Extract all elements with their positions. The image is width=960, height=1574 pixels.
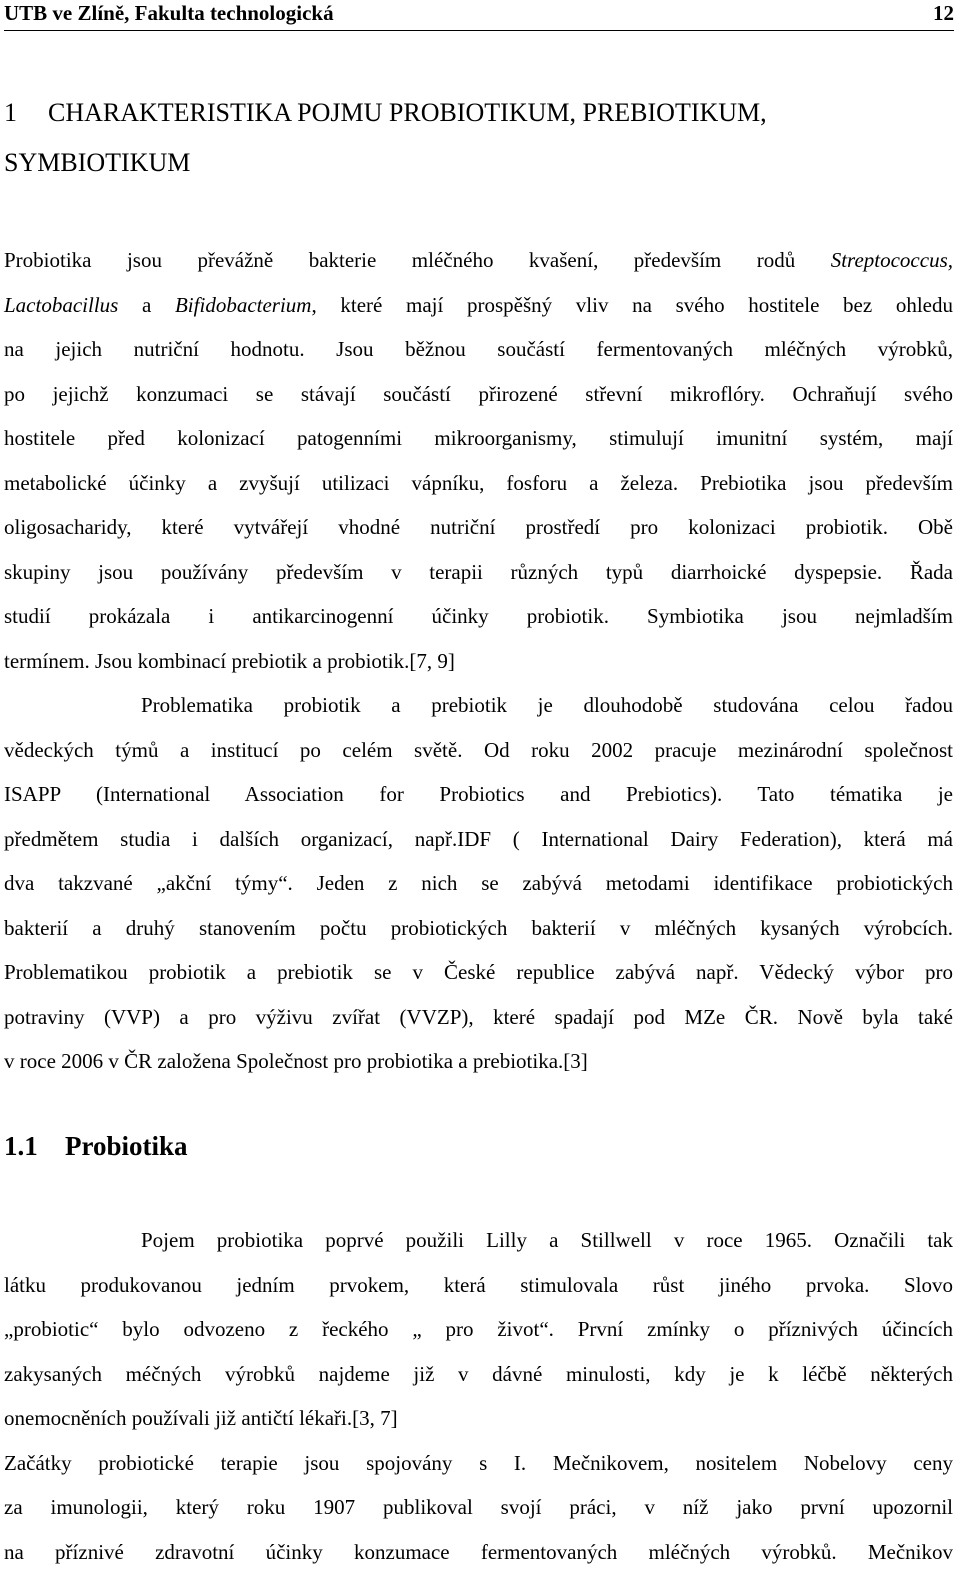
text-line: ISAPP (International Association for Probiotics and Prebiotics). Tato tématika je [4,782,953,806]
text-line: Problematikou probiotik a prebiotik se v České republice zabývá např. Vědecký výbor pro [4,960,953,984]
chapter-number: 1 [4,98,17,127]
text-line: na příznivé zdravotní účinky konzumace fermentovaných mléčných výrobků. Mečnikov [4,1539,953,1564]
text-line: studií prokázala i antikarcinogenní účinky probiotik. Symbiotika jsou nejmladším [4,604,953,628]
section-heading [4,1124,956,1168]
text-span: , které mají prospěšný vliv na svého hostitele bez ohledu [311,292,953,317]
section-title: Probiotika [65,1131,188,1161]
text-line: vědeckých týmů a institucí po celém světě. Od roku 2002 pracuje mezinárodní společnost [4,737,953,762]
text-line: metabolické účinky a zvyšují utilizaci vápníku, fosforu a železa. Prebiotika jsou především [4,470,953,495]
text-line: na jejich nutriční hodnotu. Jsou běžnou součástí fermentovaných mléčných výrobků, [4,337,953,361]
text-line: termínem. Jsou kombinací prebiotik a probiotik.[7, 9] [4,648,455,673]
text-line: onemocněních používali již antičtí lékaři.[3, 7] [4,1406,398,1430]
text-line: Problematika probiotik a prebiotik je dlouhodobě studována celou řadou [141,693,953,717]
italic-genus: Lactobacillus [4,292,119,317]
text-line: zakysaných méčných výrobků najdeme již v dávné minulosti, kdy je k léčbě některých [4,1361,953,1386]
text-span: a [118,292,175,317]
text-line: za imunologii, který roku 1907 publikoval svojí práci, v níž jako první upozornil [4,1495,953,1519]
body-text-2 [4,1218,953,1574]
italic-genus: Bifidobacterium [174,292,312,317]
chapter-title-line2: SYMBIOTIKUM [4,148,191,177]
body-text-1 [4,238,953,1084]
text-line: v roce 2006 v ČR založena Společnost pro probiotika a prebiotika.[3] [4,1049,588,1073]
text-line: předmětem studia i dalších organizací, např.IDF ( International Dairy Federation), která má [4,826,953,851]
text-line [4,238,953,283]
header-institution: UTB ve Zlíně, Fakulta technologická [4,1,334,25]
text-span: Probiotika jsou převážně bakterie mléčného kvašení, především rodů [4,248,831,272]
paragraph-2 [4,683,953,1084]
italic-genus: Streptococcus, [830,248,953,272]
text-line [4,283,953,328]
text-line: oligosacharidy, které vytvářejí vhodné nutriční prostředí pro kolonizaci probiotik. Obě [4,515,953,539]
text-line: látku produkovanou jedním prvokem, která stimulovala růst jiného prvoka. Slovo [4,1272,953,1297]
paragraph-4 [4,1441,953,1574]
text-line: bakterií a druhý stanovením počtu probiotických bakterií v mléčných kysaných výrobcích. [4,915,953,940]
text-line: Pojem probiotika poprvé použili Lilly a Stillwell v roce 1965. Označili tak [141,1228,953,1252]
paragraph-1 [4,238,953,683]
page-number: 12 [933,1,954,25]
running-header [4,0,954,31]
text-line: po jejichž konzumaci se stávají součástí přirozené střevní mikroflóry. Ochraňují svého [4,381,953,406]
text-line: potraviny (VVP) a pro výživu zvířat (VVZP), které spadají pod MZe ČR. Nově byla také [4,1004,953,1029]
text-line: Začátky probiotické terapie jsou spojovány s I. Mečnikovem, nositelem Nobelovy ceny [4,1450,953,1475]
chapter-heading [4,88,956,188]
chapter-title-line1: CHARAKTERISTIKA POJMU PROBIOTIKUM, PREBIOTIKUM, [48,98,767,127]
text-line: dva takzvané „akční týmy“. Jeden z nich se zabývá metodami identifikace probiotických [4,871,953,895]
text-line: „probiotic“ bylo odvozeno z řeckého „ pro život“. První zmínky o příznivých účincích [4,1317,953,1341]
section-number: 1.1 [4,1131,38,1161]
paragraph-3 [4,1218,953,1441]
text-line: skupiny jsou používány především v terapii různých typů diarrhoické dyspepsie. Řada [4,559,953,584]
text-line: hostitele před kolonizací patogenními mikroorganismy, stimulují imunitní systém, mají [4,426,953,450]
